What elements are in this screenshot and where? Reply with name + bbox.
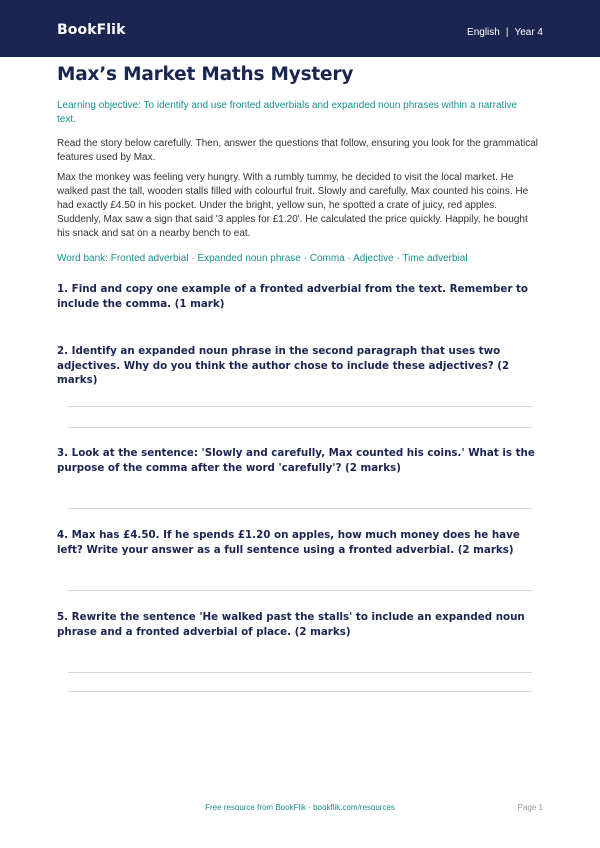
- subject-label: English: [467, 27, 500, 38]
- year-label: Year 4: [514, 27, 543, 38]
- learning-objective: Learning objective: To identify and use fronted adverbials and expanded noun phrases within a narrative text.: [57, 100, 518, 125]
- brand-logo[interactable]: BookFlik: [57, 22, 126, 38]
- question-1: 1. Find and copy one example of a fronted adverbial from the text. Remember to include the comma. (1 mark): [57, 283, 528, 310]
- answer-line[interactable]: [68, 672, 532, 673]
- instructions-text: Read the story below carefully. Then, answer the questions that follow, ensuring you look for the grammatical features used by Max.: [57, 138, 538, 163]
- story-text: Max the monkey was feeling very hungry. With a rumbly tummy, he decided to visit the local market. He walked past the tall, wooden stalls filled with colourful fruit. Slowly and carefully, Max counted his coins. He had exactly £4.50 in his pocket. Under the bright, yellow sun, he spotted a crate of juicy, red apples. Suddenly, Max saw a sign that said '3 apples for £1.20'. He calculated the price quickly. Happily, he bought his snack and sat on a nearby bench to eat.: [57, 172, 529, 239]
- question-2: 2. Identify an expanded noun phrase in the second paragraph that uses two adjectives. Why do you think the author chose to include these adjectives? (2 marks): [57, 345, 510, 386]
- site-header: [0, 0, 600, 57]
- worksheet-title: Max’s Market Maths Mystery: [57, 64, 354, 85]
- subject-year-label: [467, 27, 543, 38]
- page-number: Page 1: [517, 803, 543, 812]
- question-3: 3. Look at the sentence: 'Slowly and carefully, Max counted his coins.' What is the purpose of the comma after the word 'carefully'? (2 marks): [57, 447, 535, 474]
- question-5: 5. Rewrite the sentence 'He walked past the stalls' to include an expanded noun phrase and a fronted adverbial of place. (2 marks): [57, 611, 525, 638]
- footer-resource-link[interactable]: Free resource from BookFlik · bookflik.com/resources: [205, 803, 395, 812]
- answer-line[interactable]: [68, 590, 532, 591]
- meta-separator: |: [505, 27, 509, 38]
- answer-line[interactable]: [68, 508, 532, 509]
- word-bank: Word bank: Fronted adverbial · Expanded noun phrase · Comma · Adjective · Time adverbial: [57, 253, 468, 264]
- answer-line[interactable]: [68, 691, 532, 692]
- answer-line[interactable]: [68, 427, 532, 428]
- question-4: 4. Max has £4.50. If he spends £1.20 on apples, how much money does he have left? Write your answer as a full sentence using a fronted adverbial. (2 marks): [57, 529, 520, 556]
- answer-line[interactable]: [68, 406, 532, 407]
